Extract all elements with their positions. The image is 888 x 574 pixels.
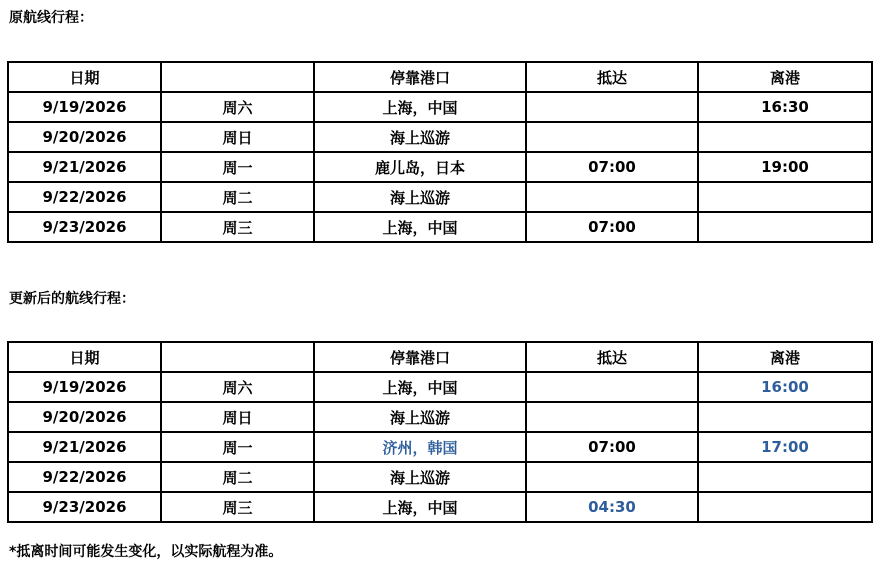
- weekday-cell: 周三: [161, 492, 314, 522]
- table-row: [8, 182, 872, 212]
- arrive-cell: [526, 92, 698, 122]
- port-cell: 上海，中国: [314, 92, 526, 122]
- table-row: [8, 462, 872, 492]
- weekday-cell: 周一: [161, 432, 314, 462]
- header-port: 停靠港口: [314, 342, 526, 372]
- port-cell: 鹿儿岛，日本: [314, 152, 526, 182]
- header-depart: 离港: [698, 62, 872, 92]
- depart-cell: [698, 122, 872, 152]
- original-itinerary-heading: 原航线行程：: [9, 10, 93, 26]
- weekday-cell: 周日: [161, 122, 314, 152]
- footnote: *抵离时间可能发生变化，以实际航程为准。: [9, 544, 283, 560]
- table-header-row: [8, 62, 872, 92]
- arrive-cell: [526, 122, 698, 152]
- table-row: [8, 492, 872, 522]
- header-weekday: [161, 342, 314, 372]
- port-cell: 上海，中国: [314, 212, 526, 242]
- updated-itinerary-table: [7, 341, 873, 523]
- weekday-cell: 周二: [161, 182, 314, 212]
- table-row: [8, 92, 872, 122]
- depart-cell: [698, 182, 872, 212]
- date-cell: 9/21/2026: [8, 152, 161, 182]
- arrive-cell: [526, 372, 698, 402]
- table-header-row: [8, 342, 872, 372]
- arrive-cell: [526, 402, 698, 432]
- depart-cell: [698, 492, 872, 522]
- arrive-cell: 07:00: [526, 432, 698, 462]
- date-cell: 9/20/2026: [8, 122, 161, 152]
- header-date: 日期: [8, 62, 161, 92]
- date-cell: 9/23/2026: [8, 492, 161, 522]
- table-row: [8, 212, 872, 242]
- port-cell: 海上巡游: [314, 402, 526, 432]
- date-cell: 9/22/2026: [8, 182, 161, 212]
- header-weekday: [161, 62, 314, 92]
- port-cell: 上海，中国: [314, 492, 526, 522]
- arrive-cell: 07:00: [526, 212, 698, 242]
- arrive-cell: 07:00: [526, 152, 698, 182]
- arrive-cell: [526, 182, 698, 212]
- header-date: 日期: [8, 342, 161, 372]
- depart-cell: 19:00: [698, 152, 872, 182]
- weekday-cell: 周一: [161, 152, 314, 182]
- weekday-cell: 周日: [161, 402, 314, 432]
- original-itinerary-table: [7, 61, 873, 243]
- depart-cell: [698, 212, 872, 242]
- date-cell: 9/20/2026: [8, 402, 161, 432]
- depart-cell-changed: 17:00: [698, 432, 872, 462]
- header-port: 停靠港口: [314, 62, 526, 92]
- depart-cell: 16:30: [698, 92, 872, 122]
- table-row: [8, 402, 872, 432]
- port-cell: 海上巡游: [314, 462, 526, 492]
- table-row: [8, 122, 872, 152]
- date-cell: 9/22/2026: [8, 462, 161, 492]
- table-row: [8, 372, 872, 402]
- weekday-cell: 周六: [161, 372, 314, 402]
- table-row: [8, 152, 872, 182]
- port-cell-changed: 济州，韩国: [314, 432, 526, 462]
- date-cell: 9/23/2026: [8, 212, 161, 242]
- header-depart: 离港: [698, 342, 872, 372]
- depart-cell: [698, 462, 872, 492]
- date-cell: 9/19/2026: [8, 372, 161, 402]
- depart-cell-changed: 16:00: [698, 372, 872, 402]
- depart-cell: [698, 402, 872, 432]
- weekday-cell: 周六: [161, 92, 314, 122]
- arrive-cell-changed: 04:30: [526, 492, 698, 522]
- port-cell: 海上巡游: [314, 122, 526, 152]
- table-row: [8, 432, 872, 462]
- updated-itinerary-heading: 更新后的航线行程：: [9, 291, 135, 307]
- port-cell: 海上巡游: [314, 182, 526, 212]
- header-arrive: 抵达: [526, 342, 698, 372]
- date-cell: 9/21/2026: [8, 432, 161, 462]
- port-cell: 上海，中国: [314, 372, 526, 402]
- weekday-cell: 周二: [161, 462, 314, 492]
- arrive-cell: [526, 462, 698, 492]
- date-cell: 9/19/2026: [8, 92, 161, 122]
- header-arrive: 抵达: [526, 62, 698, 92]
- weekday-cell: 周三: [161, 212, 314, 242]
